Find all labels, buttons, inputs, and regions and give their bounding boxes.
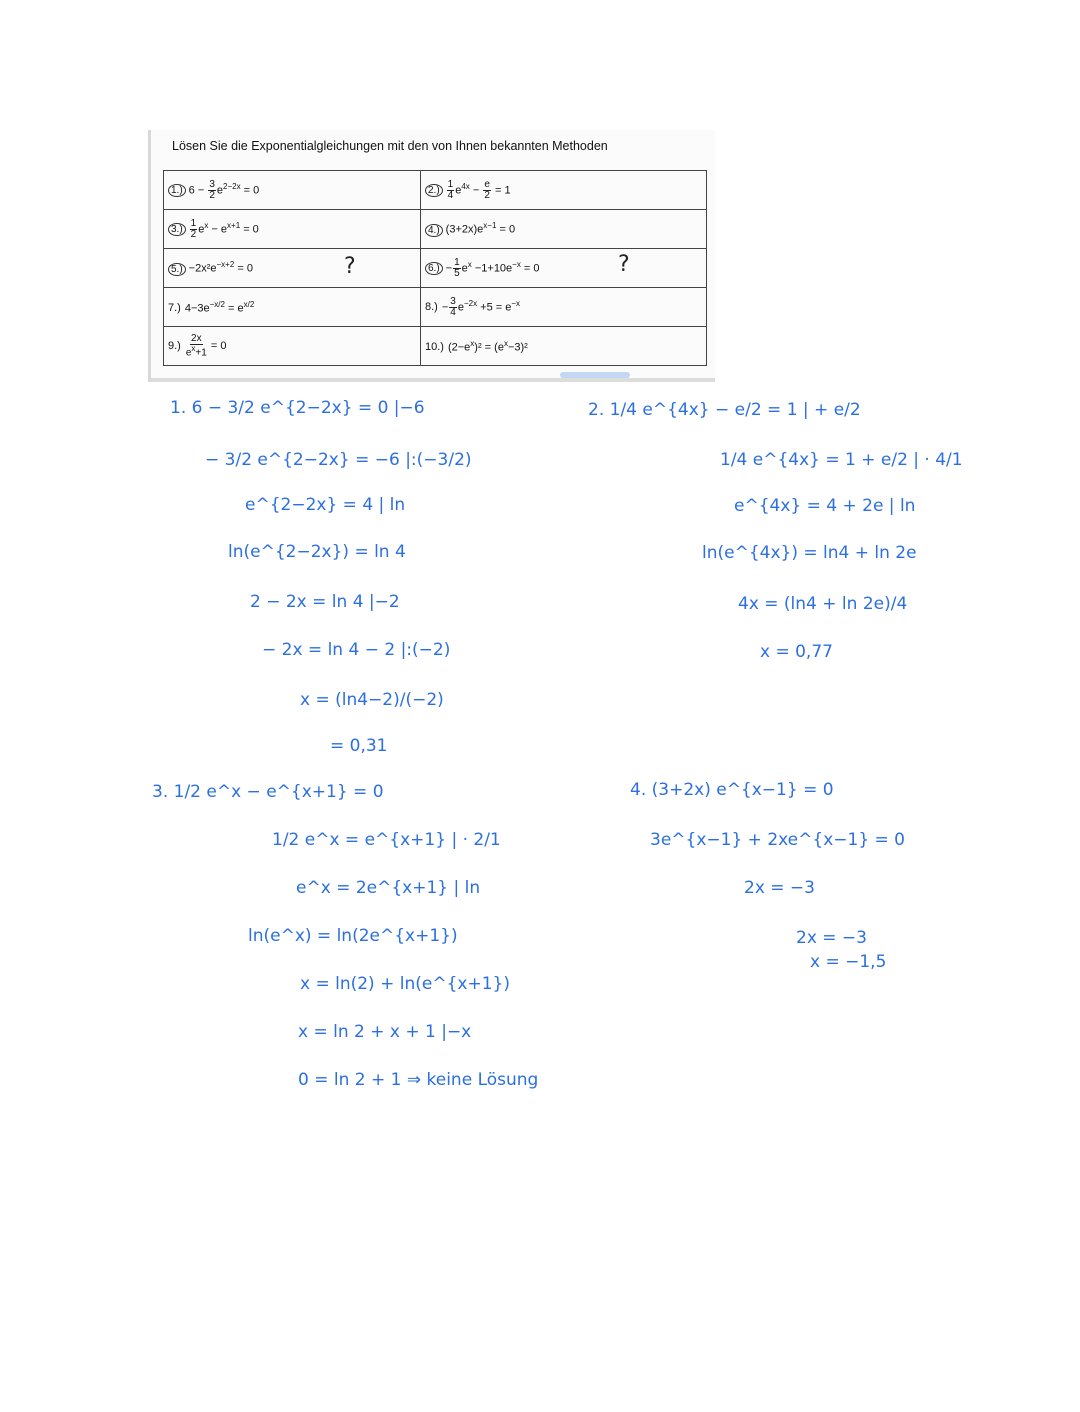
sol4-result: x = −1,5 bbox=[810, 952, 887, 972]
question-mark: ? bbox=[344, 254, 356, 279]
exercise-number: 8.) bbox=[425, 300, 438, 313]
scan-mark bbox=[560, 372, 630, 378]
sol1-line: 1. 6 − 3/2 e^{2−2x} = 0 |−6 bbox=[170, 398, 425, 418]
question-mark: ? bbox=[618, 252, 630, 277]
sol3-line: 3. 1/2 e^x − e^{x+1} = 0 bbox=[152, 782, 384, 802]
exercise-number: 1.) bbox=[168, 184, 186, 197]
sol1-line: − 3/2 e^{2−2x} = −6 |:(−3/2) bbox=[205, 450, 472, 470]
sol4-line: 2x = −3 bbox=[744, 878, 815, 898]
sol3-line: x = ln(2) + ln(e^{x+1}) bbox=[300, 974, 510, 994]
exercise-number: 2.) bbox=[425, 184, 443, 197]
sol4-line: 2x = −3 bbox=[796, 928, 867, 948]
sol4-line: 3e^{x−1} + 2xe^{x−1} = 0 bbox=[650, 830, 905, 850]
exercise-number: 7.) bbox=[168, 302, 181, 315]
sol3-line: ln(e^x) = ln(2e^{x+1}) bbox=[248, 926, 458, 946]
sol1-result: = 0,31 bbox=[330, 736, 388, 756]
sol1-line: 2 − 2x = ln 4 |−2 bbox=[250, 592, 400, 612]
sol2-line: 1/4 e^{4x} = 1 + e/2 | · 4/1 bbox=[720, 450, 963, 470]
sol1-line: − 2x = ln 4 − 2 |:(−2) bbox=[262, 640, 451, 660]
exercise-number: 4.) bbox=[425, 224, 443, 237]
sol3-line: x = ln 2 + x + 1 |−x bbox=[298, 1022, 472, 1042]
sol2-result: x = 0,77 bbox=[760, 642, 833, 662]
sol2-line: e^{4x} = 4 + 2e | ln bbox=[734, 496, 916, 516]
sol1-line: x = (ln4−2)/(−2) bbox=[300, 690, 444, 710]
exercise-number: 5.) bbox=[168, 263, 186, 276]
sol2-line: ln(e^{4x}) = ln4 + ln 2e bbox=[702, 543, 917, 563]
exercise-number: 10.) bbox=[425, 341, 444, 354]
sol2-line: 4x = (ln4 + ln 2e)/4 bbox=[738, 594, 908, 614]
worksheet-title: Lösen Sie die Exponentialgleichungen mit den von Ihnen bekannten Methoden bbox=[172, 139, 608, 153]
sol3-line: e^x = 2e^{x+1} | ln bbox=[296, 878, 481, 898]
exercise-table: 1.) 6 − $\frac{3}{2}$ $e^{2-2x} = 0$ 2.) $\frac{1}{4}$ $e^{4x}$ − $\frac{e}{2}$ = 1 3.) $\frac{1}{2}$ $e^x - e^{x+1} = 0$ 4.) $(3+2x)e^{x-1} = 0$ $5.) -2x^2e^{-x+2} = 0$ 6.) − $\frac{1}{5}$ $e^x -1+10e^{-x} = 0$ 7.) $4-3e^{-x/2} = e^{x/2}$ 8.) − $\frac{3}{4}$ $e^{-2x} +5 = e^{-x}$ 9.) $\frac{2x}{e^x+1}$ = 0 10.) $(2-e^x)^2 = (e^x-3)^2$ bbox=[163, 170, 707, 366]
sol4-line: 4. (3+2x) e^{x−1} = 0 bbox=[630, 780, 834, 800]
sol1-line: ln(e^{2−2x}) = ln 4 bbox=[228, 542, 406, 562]
sol3-line: 1/2 e^x = e^{x+1} | · 2/1 bbox=[272, 830, 501, 850]
sol3-result: 0 = ln 2 + 1 ⇒ keine Lösung bbox=[298, 1070, 539, 1090]
exercise-number: 6.) bbox=[425, 262, 443, 275]
sol1-line: e^{2−2x} = 4 | ln bbox=[245, 495, 406, 515]
exercise-number: 9.) bbox=[168, 339, 181, 352]
sol2-line: 2. 1/4 e^{4x} − e/2 = 1 | + e/2 bbox=[588, 400, 861, 420]
exercise-number: 3.) bbox=[168, 223, 186, 236]
